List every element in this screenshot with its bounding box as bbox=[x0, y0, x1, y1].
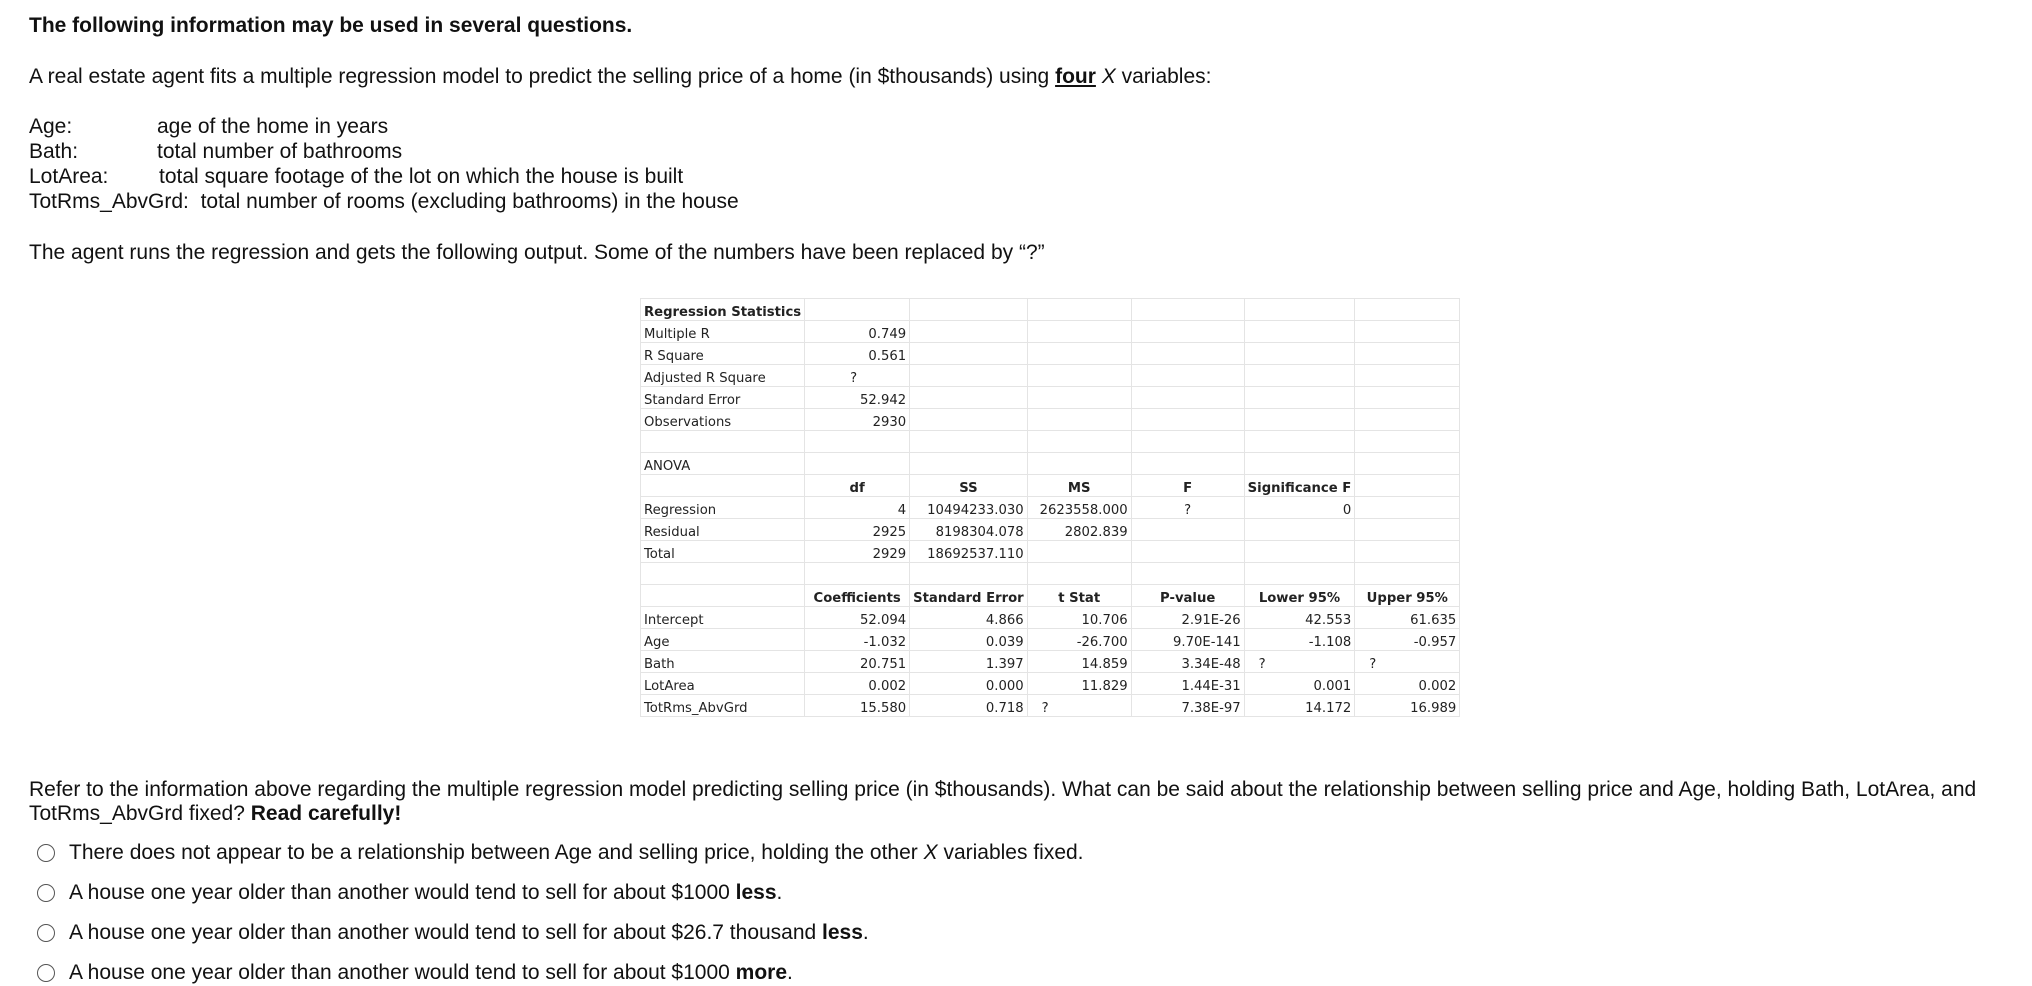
stats-row bbox=[641, 321, 1460, 343]
var-age bbox=[29, 114, 388, 140]
stats-label: R Square bbox=[641, 343, 805, 365]
option-text bbox=[69, 840, 1084, 866]
anova-row bbox=[641, 541, 1460, 563]
radio-button[interactable] bbox=[37, 884, 55, 902]
output-intro: The agent runs the regression and gets the following output. Some of the numbers have been replaced by “?” bbox=[29, 241, 1045, 264]
coef-p: 7.38E-97 bbox=[1131, 695, 1244, 717]
coef-label: Intercept bbox=[641, 607, 805, 629]
coef-p: 3.34E-48 bbox=[1131, 651, 1244, 673]
option-text-end: . bbox=[862, 921, 869, 944]
anova-label: Residual bbox=[641, 519, 805, 541]
question-line2-bold: Read carefully! bbox=[250, 802, 402, 825]
coef-se: 1.397 bbox=[910, 651, 1028, 673]
var-name: Bath: bbox=[29, 140, 79, 163]
coef-t: -26.700 bbox=[1027, 629, 1131, 651]
stats-value: 0.561 bbox=[805, 343, 910, 365]
coef-row bbox=[641, 673, 1460, 695]
anova-header: Significance F bbox=[1244, 475, 1355, 497]
coef-se: 4.866 bbox=[910, 607, 1028, 629]
coef-t: 14.859 bbox=[1027, 651, 1131, 673]
coef-label: Age bbox=[641, 629, 805, 651]
question-line2-text: TotRms_AbvGrd fixed? bbox=[29, 802, 251, 825]
option-text-bold: less bbox=[822, 921, 863, 944]
anova-header: MS bbox=[1027, 475, 1131, 497]
stats-label: Adjusted R Square bbox=[641, 365, 805, 387]
coef-se: 0.718 bbox=[910, 695, 1028, 717]
stats-value: ? bbox=[805, 365, 910, 387]
coef-value: -1.032 bbox=[805, 629, 910, 651]
var-name: Age: bbox=[29, 115, 73, 138]
anova-header-row bbox=[641, 475, 1460, 497]
coef-value: 20.751 bbox=[805, 651, 910, 673]
coef-header: Coefficients bbox=[805, 585, 910, 607]
anova-ms: 2802.839 bbox=[1027, 519, 1131, 541]
coef-header: P-value bbox=[1131, 585, 1244, 607]
var-lotarea bbox=[29, 164, 683, 190]
coef-lo: 42.553 bbox=[1244, 607, 1355, 629]
coef-se: 0.039 bbox=[910, 629, 1028, 651]
stats-label: Observations bbox=[641, 409, 805, 431]
coef-hi: -0.957 bbox=[1355, 629, 1460, 651]
anova-header: df bbox=[805, 475, 910, 497]
anova-df: 2925 bbox=[805, 519, 910, 541]
option-text-start: A house one year older than another would tend to sell for about $26.7 thousand bbox=[69, 921, 823, 944]
stats-title-row bbox=[641, 299, 1460, 321]
option-text-bold: more bbox=[735, 961, 788, 984]
var-name: LotArea: bbox=[29, 165, 109, 188]
answer-option-2[interactable] bbox=[37, 880, 782, 906]
coef-row bbox=[641, 629, 1460, 651]
var-desc: age of the home in years bbox=[157, 115, 389, 138]
anova-ms: 2623558.000 bbox=[1027, 497, 1131, 519]
coef-value: 15.580 bbox=[805, 695, 910, 717]
coef-header: Upper 95% bbox=[1355, 585, 1460, 607]
coef-lo: -1.108 bbox=[1244, 629, 1355, 651]
coef-label: TotRms_AbvGrd bbox=[641, 695, 805, 717]
anova-label: Total bbox=[641, 541, 805, 563]
coef-label: Bath bbox=[641, 651, 805, 673]
option-text-italic: X bbox=[923, 841, 938, 864]
anova-ss: 18692537.110 bbox=[910, 541, 1028, 563]
var-desc: total number of bathrooms bbox=[157, 140, 403, 163]
option-text-end: variables fixed. bbox=[937, 841, 1084, 864]
coef-se: 0.000 bbox=[910, 673, 1028, 695]
coef-header: t Stat bbox=[1027, 585, 1131, 607]
anova-ss: 10494233.030 bbox=[910, 497, 1028, 519]
coef-lo: 14.172 bbox=[1244, 695, 1355, 717]
coef-hi: ? bbox=[1355, 651, 1460, 673]
regression-table bbox=[640, 298, 1460, 717]
coef-row bbox=[641, 651, 1460, 673]
anova-title: ANOVA bbox=[641, 453, 805, 475]
stats-label: Multiple R bbox=[641, 321, 805, 343]
stats-value: 0.749 bbox=[805, 321, 910, 343]
radio-button[interactable] bbox=[37, 844, 55, 862]
intro-line-bold: four bbox=[1055, 65, 1096, 88]
option-text-end: . bbox=[787, 961, 793, 984]
stats-row bbox=[641, 365, 1460, 387]
option-text-start: A house one year older than another would tend to sell for about $1000 bbox=[69, 961, 736, 984]
coef-header-row bbox=[641, 585, 1460, 607]
coef-lo: ? bbox=[1244, 651, 1355, 673]
radio-button[interactable] bbox=[37, 964, 55, 982]
anova-title-row bbox=[641, 453, 1460, 475]
coef-value: 52.094 bbox=[805, 607, 910, 629]
option-text bbox=[69, 880, 782, 906]
coef-hi: 0.002 bbox=[1355, 673, 1460, 695]
stats-row bbox=[641, 343, 1460, 365]
coef-p: 1.44E-31 bbox=[1131, 673, 1244, 695]
anova-row bbox=[641, 519, 1460, 541]
anova-row bbox=[641, 497, 1460, 519]
coef-t: ? bbox=[1027, 695, 1131, 717]
answer-option-4[interactable] bbox=[37, 960, 793, 986]
coef-hi: 16.989 bbox=[1355, 695, 1460, 717]
stats-row bbox=[641, 387, 1460, 409]
coef-label: LotArea bbox=[641, 673, 805, 695]
radio-button[interactable] bbox=[37, 924, 55, 942]
intro-line-end: variables: bbox=[1115, 65, 1212, 88]
stats-value: 52.942 bbox=[805, 387, 910, 409]
stats-row bbox=[641, 409, 1460, 431]
anova-header: SS bbox=[910, 475, 1028, 497]
anova-ss: 8198304.078 bbox=[910, 519, 1028, 541]
coef-p: 2.91E-26 bbox=[1131, 607, 1244, 629]
coef-t: 11.829 bbox=[1027, 673, 1131, 695]
anova-df: 2929 bbox=[805, 541, 910, 563]
coef-lo: 0.001 bbox=[1244, 673, 1355, 695]
option-text-end: . bbox=[776, 881, 783, 904]
intro-line-text: A real estate agent fits a multiple regression model to predict the selling price of a home (in $thousands) using bbox=[29, 65, 1056, 88]
answer-option-3[interactable] bbox=[37, 920, 869, 946]
var-desc: total number of rooms (excluding bathrooms) in the house bbox=[200, 190, 739, 213]
var-totrms bbox=[29, 189, 739, 215]
var-name: TotRms_AbvGrd: bbox=[29, 190, 189, 213]
var-desc: total square footage of the lot on which the house is built bbox=[159, 165, 684, 188]
coef-row bbox=[641, 695, 1460, 717]
question-line1: Refer to the information above regarding the multiple regression model predicting selling price (in $thousands). What can be said about the relationship between selling price and Age, holding Bath, LotArea, and bbox=[29, 778, 1977, 801]
var-bath bbox=[29, 139, 402, 165]
intro-line-x: X bbox=[1101, 65, 1116, 88]
coef-hi: 61.635 bbox=[1355, 607, 1460, 629]
option-text-start: There does not appear to be a relationship between Age and selling price, holding the other bbox=[69, 841, 924, 864]
option-text bbox=[69, 920, 869, 946]
answer-option-1[interactable] bbox=[37, 840, 1084, 866]
question-line2 bbox=[29, 801, 401, 827]
anova-df: 4 bbox=[805, 497, 910, 519]
option-text-bold: less bbox=[735, 881, 777, 904]
coef-p: 9.70E-141 bbox=[1131, 629, 1244, 651]
anova-header: F bbox=[1131, 475, 1244, 497]
coef-t: 10.706 bbox=[1027, 607, 1131, 629]
stats-value: 2930 bbox=[805, 409, 910, 431]
regression-output bbox=[640, 298, 1460, 717]
option-text-start: A house one year older than another would tend to sell for about $1000 bbox=[69, 881, 736, 904]
anova-label: Regression bbox=[641, 497, 805, 519]
coef-value: 0.002 bbox=[805, 673, 910, 695]
intro-line bbox=[29, 64, 1211, 90]
option-text bbox=[69, 960, 793, 986]
coef-header: Lower 95% bbox=[1244, 585, 1355, 607]
stats-title: Regression Statistics bbox=[641, 299, 805, 321]
stats-label: Standard Error bbox=[641, 387, 805, 409]
anova-f: ? bbox=[1131, 497, 1244, 519]
coef-row bbox=[641, 607, 1460, 629]
coef-header: Standard Error bbox=[910, 585, 1028, 607]
intro-heading: The following information may be used in several questions. bbox=[29, 14, 633, 37]
anova-sig: 0 bbox=[1244, 497, 1355, 519]
